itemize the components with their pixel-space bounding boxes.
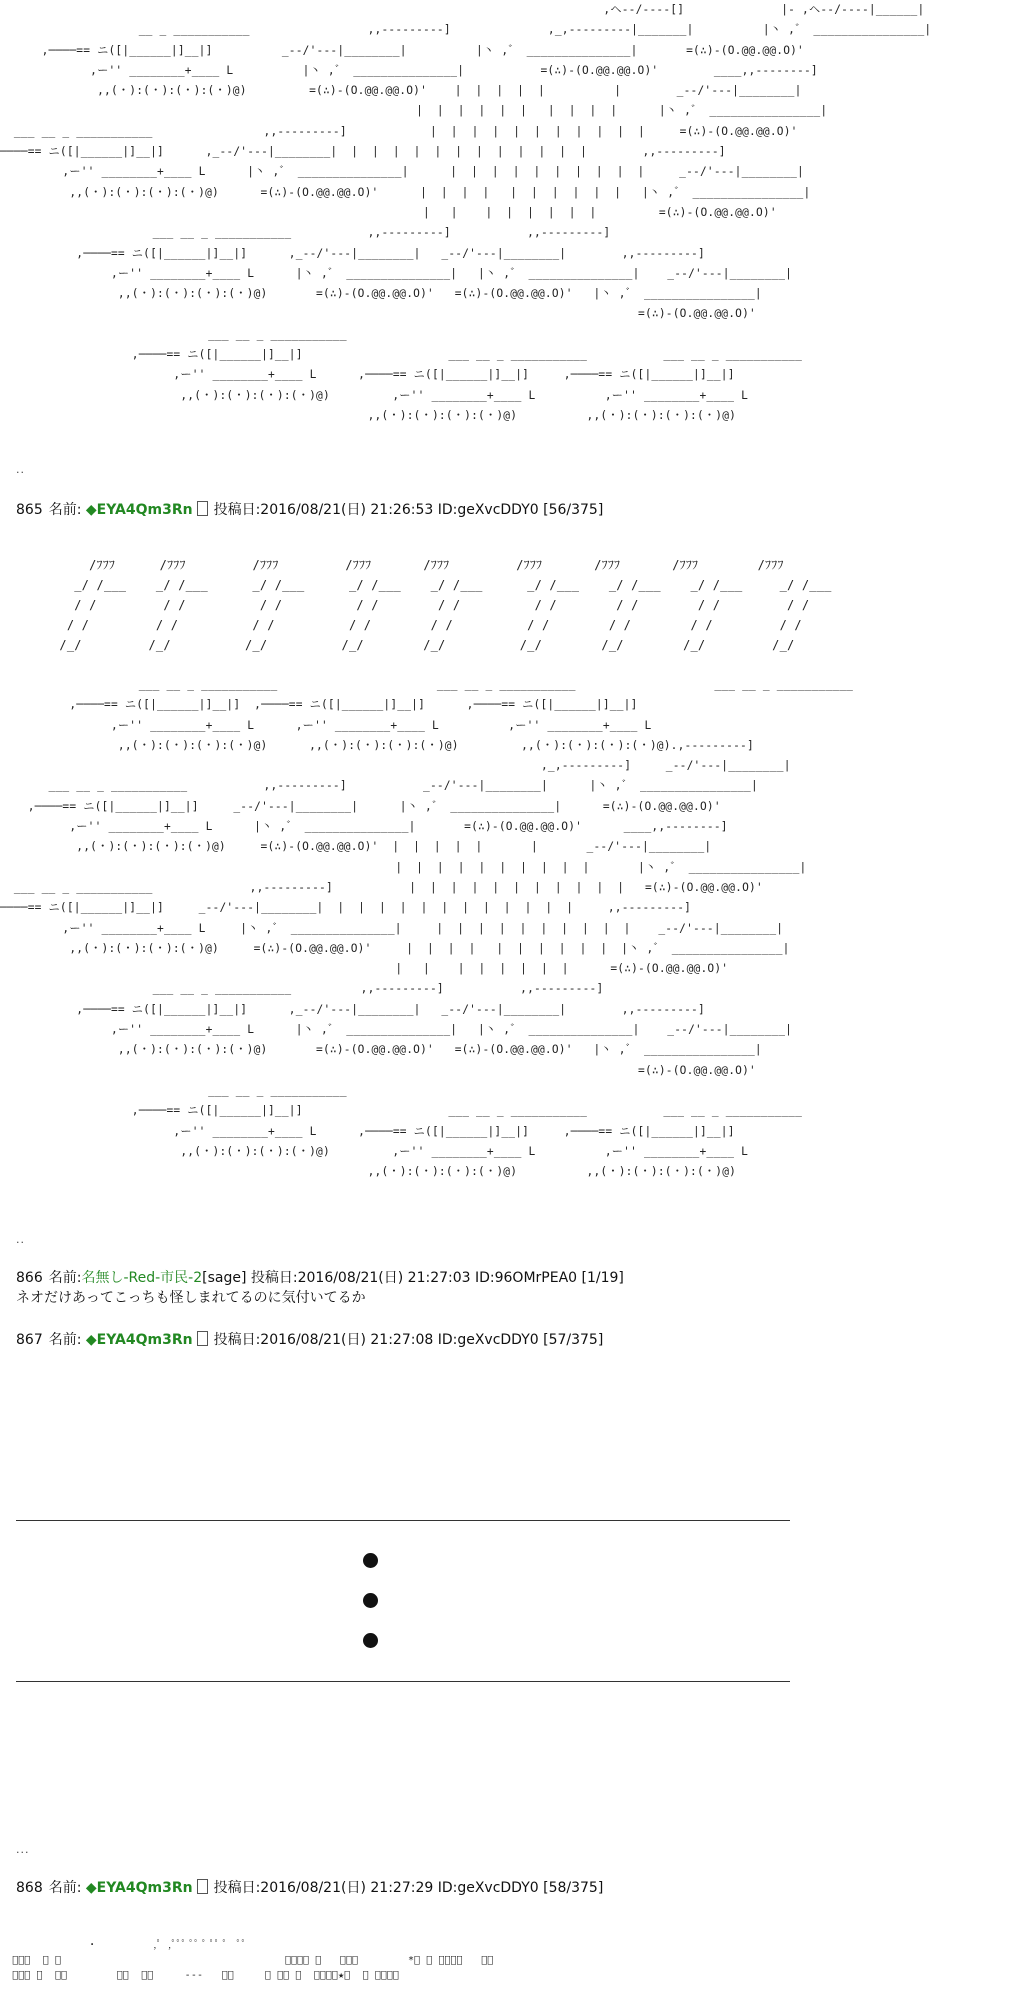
divider-line <box>16 1681 790 1682</box>
post-header-865 <box>16 500 603 520</box>
ascii-art-tank-army-2: ___ __ _ ___________ ___ __ _ ___________ ___ __ _ ___________ ,────== ニ([|______|]__|] ,────== ニ([|______|]__|] ,────== ニ([|______|]__|] ,ー'' ________+____ L ,ー'' ________+____ L ,ー'' ________+____ L ,,(・):(・):(・):(・)@) ,,(・):(・):(・):(・)@) ,,(・):(・):(・):(・)@).,‐‐‐‐‐‐‐‐‐] ,_,‐‐‐‐‐‐‐‐‐] _‐‐/'‐‐‐|________| ___ __ _ ___________ ,,‐‐‐‐‐‐‐‐‐] _‐‐/'‐‐‐|________| |丶 ,゛ ________________| ,────== ニ([|______|]__|] _‐‐/'‐‐‐|________| |丶 ,゛ _______________| =(∴)‐(O.@@.@@.O)' ,ー'' ________+____ L |丶 ,゛ _______________| =(∴)‐(O.@@.@@.O)' ____,,‐‐‐‐‐‐‐‐] ,,(・):(・):(・):(・)@) =(∴)‐(O.@@.@@.O)' | | | | | | _‐‐/'‐‐‐|________| | | | | | | | | | | |丶 ,゛ ________________| ___ __ _ ___________ ,,‐‐‐‐‐‐‐‐‐] | | | | | | | | | | | =(∴)‐(O.@@.@@.O)' ────== ニ([|______|]__|] _‐‐/'‐‐‐|________| | | | | | | | | | | | | ,,‐‐‐‐‐‐‐‐‐] ,ー'' ________+____ L |丶 ,゛ _______________| | | | | | | | | | | _‐‐/'‐‐‐|________| ,,(・):(・):(・):(・)@) =(∴)‐(O.@@.@@.O)' | | | | | | | | | | |丶 ,゛ ________________| | | | | | | | | =(∴)‐(O.@@.@@.O)' ___ __ _ ___________ ,,‐‐‐‐‐‐‐‐‐] ,,‐‐‐‐‐‐‐‐‐] ,────== ニ([|______|]__|] ,_‐‐/'‐‐‐|________| _‐‐/'‐‐‐|________| ,,‐‐‐‐‐‐‐‐‐] ,ー'' ________+____ L |丶 ,゛ _______________| |丶 ,゛ _______________| _‐‐/'‐‐‐|________| ,,(・):(・):(・):(・)@) =(∴)‐(O.@@.@@.O)' =(∴)‐(O.@@.@@.O)' |丶 ,゛ ________________| =(∴)‐(O.@@.@@.O)' ___ __ _ ___________ ,────== ニ([|______|]__|] ___ __ _ ___________ ___ __ _ ___________ ,ー'' ________+____ L ,────== ニ([|______|]__|] ,────== ニ([|______|]__|] ,,(・):(・):(・):(・)@) ,ー'' ________+____ L ,ー'' ________+____ L ,,(・):(・):(・):(・)@) ,,(・):(・):(・):(・)@) <box>0 678 854 1179</box>
name-label: 名前: <box>48 1270 82 1286</box>
post-date-id: 投稿日:2016/08/21(日) 21:26:53 ID:geXvcDDY0 [56/375] <box>213 502 604 518</box>
name-label: 名前: <box>48 502 82 518</box>
post-date-id: 投稿日:2016/08/21(日) 21:27:29 ID:geXvcDDY0 [58/375] <box>213 1880 604 1896</box>
name-label: 名前: <box>48 1880 82 1896</box>
ascii-art-starry-sky: ・ ,ﾟ ,ﾟﾟﾟ ﾟﾟ ﾟ ﾟﾟ ﾟ ﾟﾟ ﾟﾟﾟ ﾟ ﾟ ﾟﾟﾟﾟ ﾟ ﾟﾟﾟ *ﾟ ﾟ ﾟﾟﾟﾟ ﾟﾟ ﾟﾟﾟ ﾟ ﾟﾟ ﾟﾟ ﾟﾟ ‐‐‐ ﾟﾟ ﾟ ﾟﾟ ﾟ ﾟﾟﾟﾟ★ﾟ ﾟ ﾟﾟﾟﾟ <box>6 1940 494 1981</box>
ascii-art-tank-army-1: ,ヘ‐‐/‐‐‐‐[] |‐ ,ヘ‐‐/‐‐‐‐|______| __ _ ___________ ,,‐‐‐‐‐‐‐‐‐] ,_,‐‐‐‐‐‐‐‐‐|_______| |丶 ,゛ ________________| ,────== ニ([|______|]__|] _‐‐/'‐‐‐|________| |丶 ,゛ _______________| =(∴)‐(O.@@.@@.O)' ,ー'' ________+____ L |丶 ,゛ _______________| =(∴)‐(O.@@.@@.O)' ____,,‐‐‐‐‐‐‐‐] ,,(・):(・):(・):(・)@) =(∴)‐(O.@@.@@.O)' | | | | | | _‐‐/'‐‐‐|________| | | | | | | | | | | |丶 ,゛ ________________| ___ __ _ ___________ ,,‐‐‐‐‐‐‐‐‐] | | | | | | | | | | | =(∴)‐(O.@@.@@.O)' ────== ニ([|______|]__|] ,_‐‐/'‐‐‐|________| | | | | | | | | | | | | ,,‐‐‐‐‐‐‐‐‐] ,ー'' ________+____ L |丶 ,゛ _______________| | | | | | | | | | | _‐‐/'‐‐‐|________| ,,(・):(・):(・):(・)@) =(∴)‐(O.@@.@@.O)' | | | | | | | | | | |丶 ,゛ ________________| | | | | | | | | =(∴)‐(O.@@.@@.O)' ___ __ _ ___________ ,,‐‐‐‐‐‐‐‐‐] ,,‐‐‐‐‐‐‐‐‐] ,────== ニ([|______|]__|] ,_‐‐/'‐‐‐|________| _‐‐/'‐‐‐|________| ,,‐‐‐‐‐‐‐‐‐] ,ー'' ________+____ L |丶 ,゛ _______________| |丶 ,゛ _______________| _‐‐/'‐‐‐|________| ,,(・):(・):(・):(・)@) =(∴)‐(O.@@.@@.O)' =(∴)‐(O.@@.@@.O)' |丶 ,゛ ________________| =(∴)‐(O.@@.@@.O)' ___ __ _ ___________ ,────== ニ([|______|]__|] ___ __ _ ___________ ___ __ _ ___________ ,ー'' ________+____ L ,────== ニ([|______|]__|] ,────== ニ([|______|]__|] ,,(・):(・):(・):(・)@) ,ー'' ________+____ L ,ー'' ________+____ L ,,(・):(・):(・):(・)@) ,,(・):(・):(・):(・)@) <box>0 3 932 422</box>
ascii-art-slashes: /ﾌﾌﾌ /ﾌﾌﾌ /ﾌﾌﾌ /ﾌﾌﾌ /ﾌﾌﾌ /ﾌﾌﾌ /ﾌﾌﾌ /ﾌﾌﾌ /ﾌﾌﾌ _/ /___ _/ /___ _/ /___ _/ /___ _/ /___ _/ /___ _/ /___ _/ /___ _/ /___ / / / / / / / / / / / / / / / / / / / / / / / / / / / / / / / / / / / / /_/ /_/ /_/ /_/ /_/ /_/ /_/ /_/ /_/ <box>59 558 832 652</box>
post-number[interactable]: 865 <box>16 502 43 518</box>
post-date-id: 投稿日:2016/08/21(日) 21:27:08 ID:geXvcDDY0 [57/375] <box>213 1332 604 1348</box>
post-header-866 <box>16 1268 624 1288</box>
mail-box-icon <box>197 1331 208 1346</box>
post-date-id: 投稿日:2016/08/21(日) 21:27:03 ID:96OMrPEA0 [1/19] <box>250 1270 624 1286</box>
mail-box-icon <box>197 1879 208 1894</box>
post-number[interactable]: 868 <box>16 1880 43 1896</box>
bullet-dot <box>363 1593 378 1608</box>
post-header-868 <box>16 1878 603 1898</box>
sage-tag: [sage] <box>202 1270 247 1286</box>
separator-dots: .. <box>16 1233 25 1246</box>
poster-trip: ◆EYA4Qm3Rn <box>85 1332 193 1348</box>
post-number[interactable]: 867 <box>16 1332 43 1348</box>
post-header-867 <box>16 1330 603 1350</box>
bullet-dot <box>363 1633 378 1648</box>
separator-dots: ... <box>16 1843 30 1856</box>
poster-name[interactable]: 名無し-Red-市民-2 <box>81 1270 203 1286</box>
name-label: 名前: <box>48 1332 82 1348</box>
mail-box-icon <box>197 501 208 516</box>
post-number[interactable]: 866 <box>16 1270 43 1286</box>
poster-trip: ◆EYA4Qm3Rn <box>85 1880 193 1896</box>
bullet-dot <box>363 1553 378 1568</box>
post-body-866: ネオだけあってこっちも怪しまれてるのに気付いてるか <box>16 1290 366 1306</box>
separator-dots: .. <box>16 463 25 476</box>
divider-line <box>16 1520 790 1521</box>
poster-trip: ◆EYA4Qm3Rn <box>85 502 193 518</box>
